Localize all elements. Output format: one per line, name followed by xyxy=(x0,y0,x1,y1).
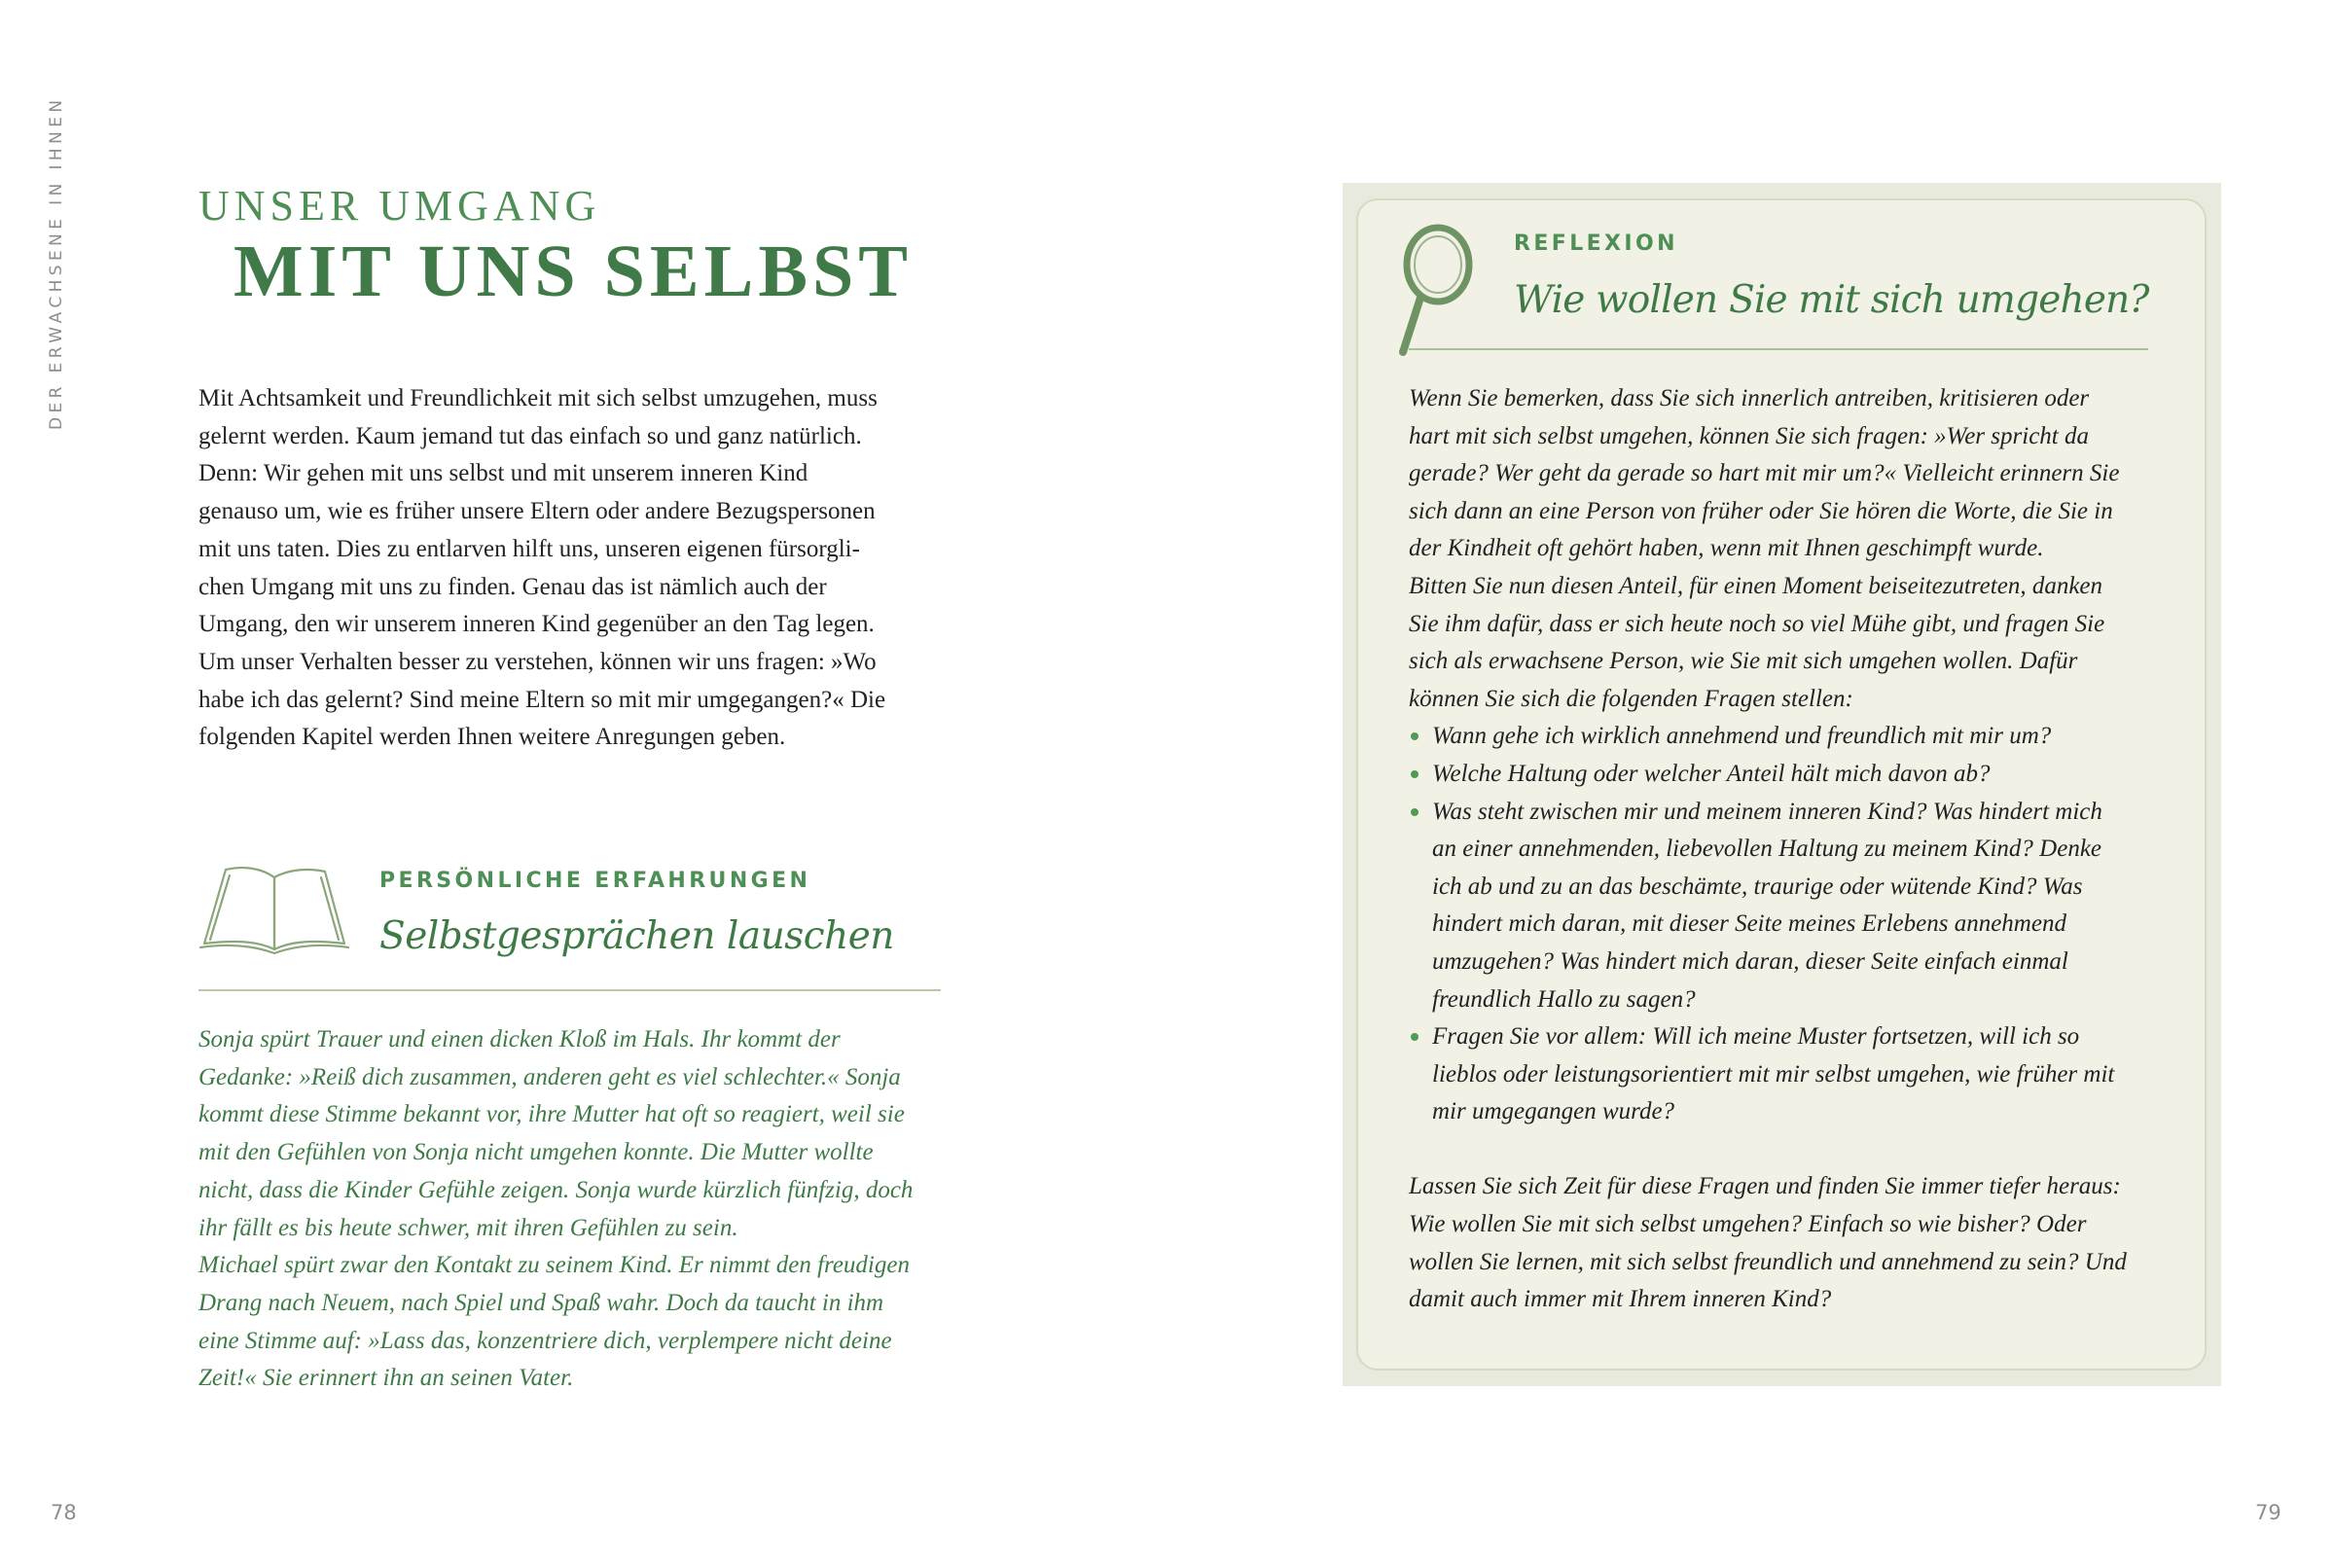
reflection-intro-line: Bitten Sie nun diesen Anteil, für einen Moment beiseitezutreten, danken xyxy=(1409,572,2103,599)
experiences-title: Selbstgesprächen lauschen xyxy=(379,914,894,958)
running-head: DER ERWACHSENE IN IHNEN xyxy=(47,95,66,430)
reflection-bullet xyxy=(1409,756,2187,794)
experiences-line: ihr fällt es bis heute schwer, mit ihren Gefühlen zu sein. xyxy=(198,1214,738,1241)
body-line: habe ich das gelernt? Sind meine Eltern so mit mir umgegangen?« Die xyxy=(198,686,886,713)
reflection-intro-line: hart mit sich selbst umgehen, können Sie sich fragen: »Wer spricht da xyxy=(1409,422,2089,449)
body-line: Um unser Verhalten besser zu verstehen, können wir uns fragen: »Wo xyxy=(198,648,877,675)
reflection-outro-line: damit auch immer mit Ihrem inneren Kind? xyxy=(1409,1286,1832,1313)
bullet-text: Welche Haltung oder welcher Anteil hält mich davon ab? xyxy=(1432,760,1991,787)
reflection-divider xyxy=(1409,348,2148,350)
paragraph-gap xyxy=(1409,1131,2187,1169)
bullet-continuation: mir umgegangen wurde? xyxy=(1432,1098,1675,1125)
experiences-line: kommt diese Stimme bekannt vor, ihre Mutter hat oft so reagiert, weil sie xyxy=(198,1101,905,1128)
bullet-text: Fragen Sie vor allem: Will ich meine Muster fortsetzen, will ich so xyxy=(1432,1023,2080,1051)
page-number-left: 78 xyxy=(51,1501,77,1524)
experiences-kicker: PERSÖNLICHE ERFAHRUNGEN xyxy=(379,869,811,893)
experiences-line: Michael spürt zwar den Kontakt zu seinem Kind. Er nimmt den freudigen xyxy=(198,1252,910,1279)
reflection-outro-line: Lassen Sie sich Zeit für diese Fragen und finden Sie immer tiefer heraus: xyxy=(1409,1173,2121,1200)
chapter-title-line1: UNSER UMGANG xyxy=(198,182,601,230)
bullet-text: Was steht zwischen mir und meinem inneren Kind? Was hindert mich xyxy=(1432,798,2102,825)
reflection-intro-line: der Kindheit oft gehört haben, wenn mit Ihnen geschimpft wurde. xyxy=(1409,535,2044,562)
page-number-right: 79 xyxy=(2255,1501,2281,1524)
open-book-icon xyxy=(198,864,350,957)
reflection-outro-line: Wie wollen Sie mit sich selbst umgehen? Einfach so wie bisher? Oder xyxy=(1409,1211,2087,1238)
reflection-intro-line: Sie ihm dafür, dass er sich heute noch so viel Mühe gibt, und fragen Sie xyxy=(1409,610,2105,637)
reflection-bullet xyxy=(1409,1018,2187,1056)
body-line: Umgang, den wir unserem inneren Kind gegenüber an den Tag legen. xyxy=(198,611,875,638)
bullet-dot-icon xyxy=(1411,732,1418,740)
bullet-text: Wann gehe ich wirklich annehmend und freundlich mit mir um? xyxy=(1432,723,2052,750)
body-paragraph xyxy=(198,380,948,757)
reflection-text xyxy=(1409,380,2187,1319)
body-line: Denn: Wir gehen mit uns selbst und mit unserem inneren Kind xyxy=(198,460,808,487)
experiences-line: Gedanke: »Reiß dich zusammen, anderen geht es viel schlechter.« Sonja xyxy=(198,1063,901,1090)
body-line: gelernt werden. Kaum jemand tut das einfach so und ganz natürlich. xyxy=(198,422,862,449)
bullet-continuation: freundlich Hallo zu sagen? xyxy=(1432,985,1696,1013)
reflection-title: Wie wollen Sie mit sich umgehen? xyxy=(1514,278,2149,322)
body-line: genauso um, wie es früher unsere Eltern oder andere Bezugspersonen xyxy=(198,498,876,525)
bullet-continuation: ich ab und zu an das beschämte, traurige oder wütende Kind? Was xyxy=(1432,873,2083,900)
body-line: folgenden Kapitel werden Ihnen weitere Anregungen geben. xyxy=(198,724,786,751)
bullet-continuation: an einer annehmenden, liebevollen Haltung zu meinem Kind? Denke xyxy=(1432,836,2102,863)
magnifying-glass-icon xyxy=(1393,220,1477,362)
reflection-intro-line: gerade? Wer geht da gerade so hart mit mir um?« Vielleicht erinnern Sie xyxy=(1409,460,2120,487)
reflection-intro-line: können Sie sich die folgenden Fragen stellen: xyxy=(1409,685,1853,712)
experiences-divider xyxy=(198,989,941,991)
experiences-line: Zeit!« Sie erinnert ihn an seinen Vater. xyxy=(198,1365,574,1392)
body-line: Mit Achtsamkeit und Freundlichkeit mit sich selbst umzugehen, muss xyxy=(198,385,878,411)
bullet-dot-icon xyxy=(1411,1033,1418,1041)
reflection-intro-line: sich als erwachsene Person, wie Sie mit sich umgehen wollen. Dafür xyxy=(1409,648,2078,675)
bullet-continuation: lieblos oder leistungsorientiert mit mir selbst umgehen, wie früher mit xyxy=(1432,1060,2115,1087)
bullet-dot-icon xyxy=(1411,808,1418,816)
experiences-line: mit den Gefühlen von Sonja nicht umgehen konnte. Die Mutter wollte xyxy=(198,1139,874,1166)
experiences-text xyxy=(198,1021,948,1398)
experiences-line: eine Stimme auf: »Lass das, konzentriere dich, verplempere nicht deine xyxy=(198,1327,892,1354)
experiences-line: Sonja spürt Trauer und einen dicken Kloß im Hals. Ihr kommt der xyxy=(198,1026,841,1052)
experiences-line: nicht, dass die Kinder Gefühle zeigen. Sonja wurde kürzlich fünfzig, doch xyxy=(198,1176,914,1203)
chapter-title-line2: MIT UNS SELBST xyxy=(233,231,913,312)
bullet-dot-icon xyxy=(1411,770,1418,778)
reflection-bullet xyxy=(1409,794,2187,832)
reflection-kicker: REFLEXION xyxy=(1514,232,1678,256)
body-line: mit uns taten. Dies zu entlarven hilft uns, unseren eigenen fürsorgli- xyxy=(198,535,860,562)
reflection-bullet xyxy=(1409,718,2187,756)
bullet-continuation: umzugehen? Was hindert mich daran, dieser Seite einfach einmal xyxy=(1432,947,2068,975)
experiences-line: Drang nach Neuem, nach Spiel und Spaß wahr. Doch da taucht in ihm xyxy=(198,1289,884,1316)
reflection-intro-line: sich dann an eine Person von früher oder Sie hören die Worte, die Sie in xyxy=(1409,497,2113,524)
bullet-continuation: hindert mich daran, mit dieser Seite meines Erlebens annehmend xyxy=(1432,910,2066,938)
reflection-outro-line: wollen Sie lernen, mit sich selbst freundlich und annehmend zu sein? Und xyxy=(1409,1248,2127,1275)
reflection-intro-line: Wenn Sie bemerken, dass Sie sich innerlich antreiben, kritisieren oder xyxy=(1409,385,2090,411)
body-line: chen Umgang mit uns zu finden. Genau das ist nämlich auch der xyxy=(198,573,827,600)
